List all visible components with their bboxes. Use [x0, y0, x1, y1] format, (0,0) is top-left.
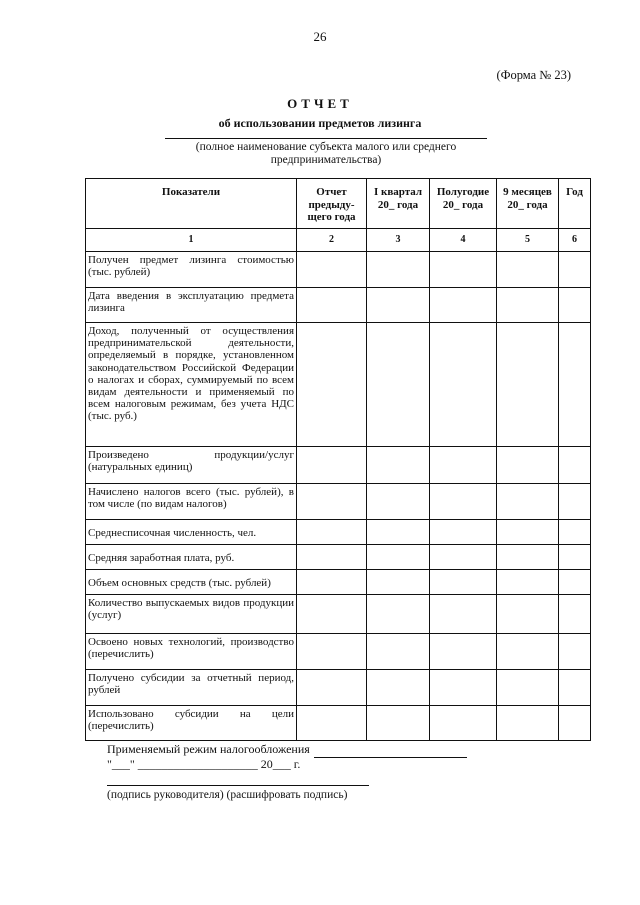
value-cell	[430, 545, 497, 570]
value-cell	[367, 252, 430, 288]
table-row	[86, 595, 591, 634]
column-number: 2	[297, 229, 367, 252]
value-cell	[297, 545, 367, 570]
indicator-label: Использовано субсидии на цели (перечислить)	[86, 706, 297, 741]
signature-caption: (подпись руководителя) (расшифровать подпись)	[107, 789, 348, 801]
report-subtitle: об использовании предметов лизинга	[218, 116, 422, 130]
value-cell	[430, 252, 497, 288]
value-cell	[559, 447, 591, 484]
value-cell	[497, 484, 559, 520]
indicator-label: Произведено продукции/услуг (натуральных единиц)	[86, 447, 297, 484]
value-cell	[559, 670, 591, 706]
table-row	[86, 545, 591, 570]
column-number: 6	[559, 229, 591, 252]
indicator-label: Дата введения в эксплуатацию предмета лизинга	[86, 288, 297, 323]
value-cell	[497, 252, 559, 288]
value-cell	[367, 323, 430, 447]
tax-regime-label: Применяемый режим налогообложения	[107, 742, 310, 756]
value-cell	[497, 447, 559, 484]
value-cell	[559, 252, 591, 288]
value-cell	[297, 288, 367, 323]
table-row	[86, 484, 591, 520]
form-number: (Форма № 23)	[496, 68, 571, 82]
entity-caption-line: (полное наименование субъекта малого или среднего	[195, 141, 457, 153]
value-cell	[367, 595, 430, 634]
value-cell	[297, 595, 367, 634]
column-number: 5	[497, 229, 559, 252]
page-number: 26	[313, 29, 327, 44]
value-cell	[430, 520, 497, 545]
value-cell	[430, 288, 497, 323]
value-cell	[497, 706, 559, 741]
value-cell	[559, 570, 591, 595]
column-number: 4	[430, 229, 497, 252]
value-cell	[297, 706, 367, 741]
column-number: 1	[86, 229, 297, 252]
value-cell	[497, 323, 559, 447]
indicator-label: Получено субсидии за отчетный период, рублей	[86, 670, 297, 706]
table-row	[86, 634, 591, 670]
value-cell	[559, 545, 591, 570]
indicator-label: Среднесписочная численность, чел.	[86, 520, 297, 545]
value-cell	[559, 634, 591, 670]
table-row	[86, 288, 591, 323]
value-cell	[497, 670, 559, 706]
value-cell	[297, 447, 367, 484]
indicator-label: Объем основных средств (тыс. рублей)	[86, 570, 297, 595]
entity-caption-line: предпринимательства)	[270, 154, 382, 166]
table-row	[86, 570, 591, 595]
date-line: "___" ____________________ 20___ г.	[107, 757, 301, 771]
header-year: Год	[559, 179, 591, 229]
value-cell	[430, 484, 497, 520]
table-row	[86, 447, 591, 484]
value-cell	[497, 634, 559, 670]
value-cell	[497, 595, 559, 634]
value-cell	[559, 595, 591, 634]
report-table	[85, 178, 591, 741]
value-cell	[430, 570, 497, 595]
header-half-year: Полугодие 20_ года	[430, 179, 497, 229]
value-cell	[367, 570, 430, 595]
indicator-label: Начислено налогов всего (тыс. рублей), в том числе (по видам налогов)	[86, 484, 297, 520]
column-number-row	[86, 229, 591, 252]
value-cell	[559, 484, 591, 520]
value-cell	[367, 447, 430, 484]
indicator-label: Получен предмет лизинга стоимостью (тыс. рублей)	[86, 252, 297, 288]
value-cell	[367, 520, 430, 545]
entity-name-line	[165, 138, 487, 139]
value-cell	[497, 545, 559, 570]
value-cell	[430, 595, 497, 634]
value-cell	[430, 706, 497, 741]
value-cell	[430, 670, 497, 706]
value-cell	[367, 634, 430, 670]
indicator-label: Количество выпускаемых видов продукции (услуг)	[86, 595, 297, 634]
value-cell	[559, 323, 591, 447]
value-cell	[430, 323, 497, 447]
value-cell	[297, 323, 367, 447]
table-row	[86, 520, 591, 545]
indicator-label: Средняя заработная плата, руб.	[86, 545, 297, 570]
value-cell	[297, 520, 367, 545]
column-number: 3	[367, 229, 430, 252]
value-cell	[497, 288, 559, 323]
value-cell	[430, 634, 497, 670]
value-cell	[430, 447, 497, 484]
table-row	[86, 706, 591, 741]
value-cell	[367, 706, 430, 741]
value-cell	[367, 288, 430, 323]
value-cell	[559, 520, 591, 545]
indicator-label: Освоено новых технологий, производство (перечислить)	[86, 634, 297, 670]
header-row	[86, 179, 591, 229]
table-row	[86, 670, 591, 706]
value-cell	[297, 484, 367, 520]
value-cell	[497, 570, 559, 595]
value-cell	[559, 706, 591, 741]
value-cell	[559, 288, 591, 323]
value-cell	[367, 670, 430, 706]
value-cell	[297, 634, 367, 670]
value-cell	[297, 670, 367, 706]
entity-name-caption	[160, 141, 492, 167]
header-nine-months: 9 месяцев 20_ года	[497, 179, 559, 229]
tax-regime-line	[314, 757, 467, 758]
value-cell	[367, 545, 430, 570]
report-title: ОТЧЕТ	[287, 96, 353, 111]
signature-line	[107, 785, 369, 786]
header-previous-year: Отчет предыду- щего года	[297, 179, 367, 229]
header-indicators: Показатели	[86, 179, 297, 229]
value-cell	[297, 252, 367, 288]
value-cell	[497, 520, 559, 545]
table-row	[86, 323, 591, 447]
value-cell	[367, 484, 430, 520]
header-q1: I квартал 20_ года	[367, 179, 430, 229]
table-row	[86, 252, 591, 288]
value-cell	[297, 570, 367, 595]
indicator-label: Доход, полученный от осуществления предпринимательской деятельности, определяемый в порядке, установленном законодательством Российской Федерации о налогах и сборах, суммируемый по всем видам деятельности и применяемый по всем налоговым режимам, без учета НДС (тыс. руб.)	[86, 323, 297, 447]
